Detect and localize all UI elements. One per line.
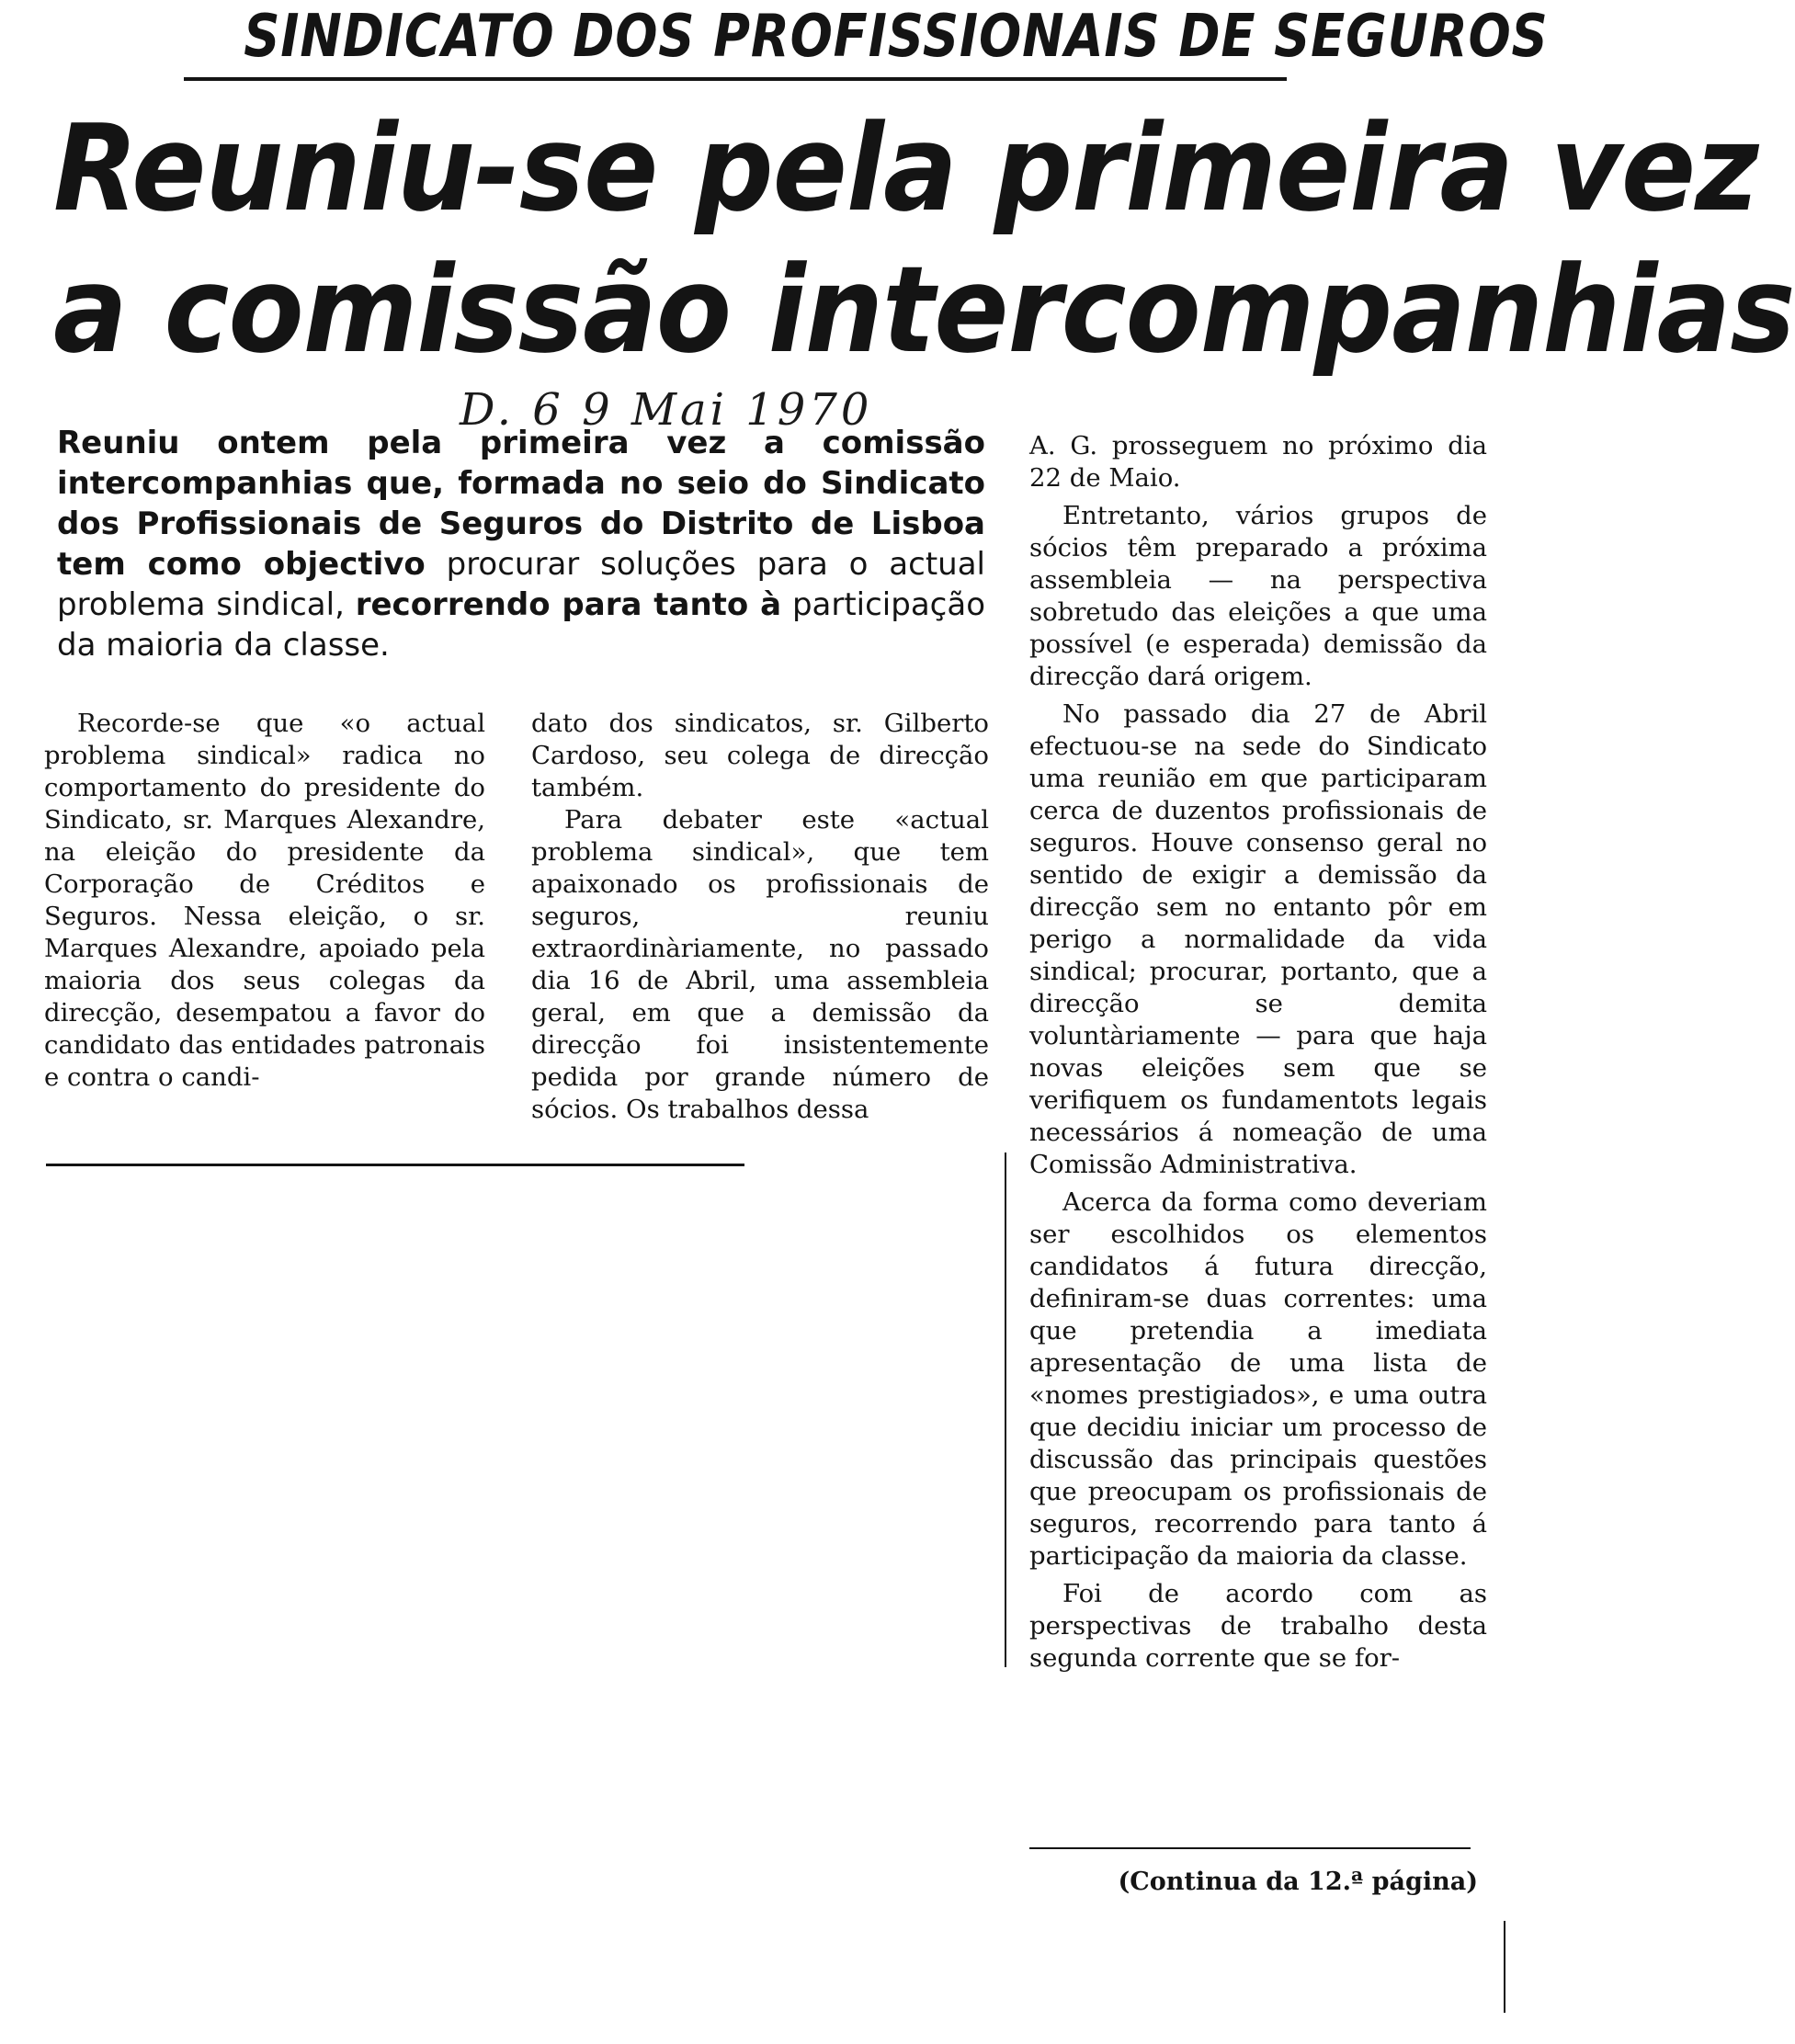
continuation-note: (Continua da 12.ª página) [1118,1868,1478,1896]
column3-paragraph-5: Foi de acordo com as perspectivas de trabalho desta segunda corrente que se for- [1029,1579,1487,1673]
lead-regular-1: procurar soluções para o actual problema sindical, [57,546,985,623]
column3-paragraph-2: Entretanto, vários grupos de sócios têm preparado a próxima assembleia — na perspectiva sobretudo das eleições a que uma possível (e esperada) demissão da direcção dará origem. [1029,501,1487,691]
column-separator-rule [1005,1153,1006,1667]
body-column-2 [531,708,989,1126]
continuation-rule [1029,1847,1471,1849]
lead-regular-2: participação da maioria da classe. [57,586,986,664]
column3-paragraph-4: Acerca da forma como deveriam ser escolhidos os elementos candidatos á futura direcção, definiram-se duas correntes: uma que pretendia a imediata apresentação de uma lista de «nomes prestigiados», e uma outra que decidiu iniciar um processo de discussão das principais questões que preocupam os profissionais de seguros, recorrendo para tanto á participação da maioria da classe. [1029,1187,1487,1571]
section-kicker: SINDICATO DOS PROFISSIONAIS DE SEGUROS [244,3,1549,71]
column3-paragraph-1: A. G. prosseguem no próximo dia 22 de Maio. [1029,431,1487,493]
clipping-edge-rule [1504,1921,1505,2013]
lead-bold-2: recorrendo para tanto à [355,586,782,623]
column1-paragraph-1: Recorde-se que «o actual problema sindical» radica no comportamento do presidente do Sindicato, sr. Marques Alexandre, na eleição do presidente da Corporação de Créditos e Seguros. Nessa eleição, o sr. Marques Alexandre, apoiado pela maioria dos seus colegas da direcção, desempatou a favor do candidato das entidades patronais e contra o candi- [44,709,485,1092]
lead-bold-1: Reuniu ontem pela primeira vez a comissão intercompanhias que, formada no seio do Sindicato dos Profissionais de Seguros do Distrito de Lisboa tem como objectivo [57,425,985,583]
lead-paragraph [57,423,985,665]
column3-paragraph-3: No passado dia 27 de Abril efectuou-se na sede do Sindicato uma reunião em que participaram cerca de duzentos profissionais de seguros. Houve consenso geral no sentido de exigir a demissão da direcção sem no entanto pôr em perigo a normalidade da vida sindical; procurar, portanto, que a direcção se demita voluntàriamente — para que haja novas eleições sem que se verifiquem os fundamentots legais necessários á nomeação de uma Comissão Administrativa. [1029,699,1487,1179]
body-column-3 [1029,430,1487,1680]
kicker-underline [184,77,1287,81]
handwritten-date-note: D. 6 9 Mai 1970 [460,384,873,436]
column2-paragraph-2: Para debater este «actual problema sindical», que tem apaixonado os profissionais de seguros, reuniu extraordinàriamente, no passado dia 16 de Abril, uma assembleia geral, em que a demissão da direcção foi insistentemente pedida por grande número de sócios. Os trabalhos dessa [531,805,989,1124]
column-end-divider [46,1164,744,1166]
body-column-1 [44,708,485,1094]
headline-line-2: a comissão intercompanhias [53,240,1795,380]
column2-paragraph-1: dato dos sindicatos, sr. Gilberto Cardoso, seu colega de direcção também. [531,709,989,802]
headline-line-1: Reuniu-se pela primeira vez [53,98,1758,238]
